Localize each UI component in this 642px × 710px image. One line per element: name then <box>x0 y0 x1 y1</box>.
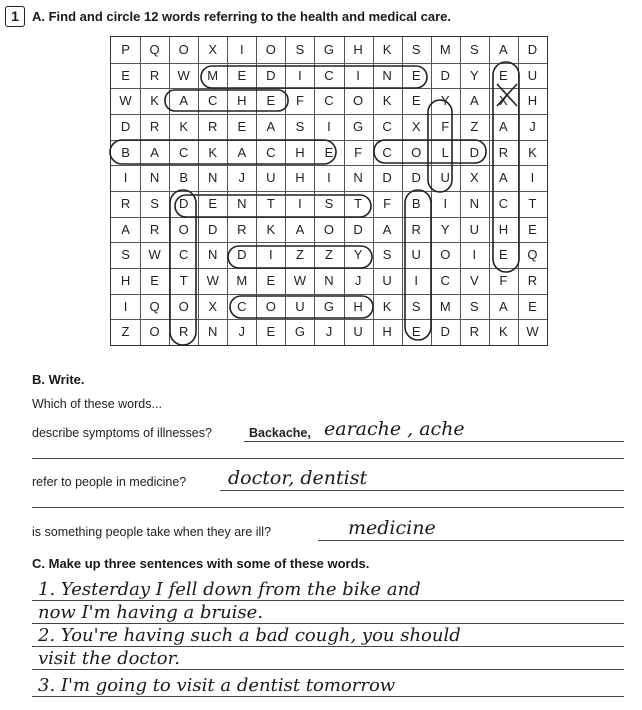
grid-letter: A <box>237 144 247 160</box>
grid-letter: D <box>237 247 247 263</box>
grid-letter: Z <box>325 247 333 263</box>
grid-letter: J <box>238 324 246 340</box>
grid-letter: D <box>382 170 392 186</box>
grid-letter: N <box>469 196 480 211</box>
grid-letter: Y <box>469 67 479 83</box>
grid-letter: H <box>237 93 247 109</box>
grid-letter: C <box>266 144 276 160</box>
grid-letter: S <box>295 119 305 134</box>
grid-letter: H <box>527 93 538 109</box>
grid-letter: A <box>121 221 130 237</box>
circle-backache <box>110 140 336 164</box>
sentence-line: visit the doctor. <box>38 648 180 669</box>
grid-letter: T <box>179 273 188 288</box>
grid-letter: R <box>527 273 538 288</box>
section-a-heading: A. Find and circle 12 words referring to the health and medical care. <box>32 9 452 24</box>
grid-letter: N <box>149 170 160 186</box>
grid-letter: J <box>325 324 333 340</box>
grid-letter: T <box>266 196 275 211</box>
grid-letter: C <box>178 247 189 263</box>
grid-letter: Z <box>470 119 479 134</box>
grid-letter: D <box>411 170 421 186</box>
grid-letter: K <box>382 298 392 314</box>
grid-letter: U <box>266 170 276 186</box>
grid-letter: R <box>178 324 189 340</box>
grid-letter: I <box>472 247 477 263</box>
grid-letter: K <box>179 119 188 134</box>
grid-letter: O <box>323 221 335 237</box>
question-take: is something people take when they are ill? <box>32 525 272 539</box>
grid-letter: E <box>266 324 276 340</box>
circle-flu <box>428 100 452 192</box>
grid-letter: U <box>411 247 421 263</box>
cross-mark <box>497 84 517 106</box>
grid-letter: Z <box>295 247 304 263</box>
grid-letter: Q <box>527 247 538 263</box>
section-c-heading: C. Make up three sentences with some of these words. <box>32 556 370 571</box>
grid-letter: U <box>469 221 480 237</box>
grid-letter: A <box>382 221 392 237</box>
grid-letter: J <box>354 273 362 288</box>
grid-letter: F <box>441 119 450 134</box>
grid-letter: I <box>327 170 331 186</box>
grid-letter: W <box>177 67 190 83</box>
grid-letter: A <box>266 119 276 134</box>
sentence-line: now I'm having a bruise. <box>38 602 264 623</box>
grid-letter: C <box>498 196 509 211</box>
grid-letter: D <box>469 144 480 160</box>
grid-letter: T <box>528 196 537 211</box>
grid-letter: O <box>353 93 364 109</box>
grid-letter: D <box>178 196 189 211</box>
grid-letter: D <box>440 324 450 340</box>
grid-letter: X <box>469 170 479 186</box>
grid-letter: M <box>439 42 451 57</box>
grid-letter: J <box>529 119 536 134</box>
grid-letter: R <box>469 324 480 340</box>
grid-letter: D <box>440 67 450 83</box>
grid-letter: C <box>382 119 392 134</box>
circle-ache <box>165 90 288 111</box>
answer-line <box>318 540 624 541</box>
handwritten-answer-symptoms: earache , ache <box>324 418 465 440</box>
grid-letter: Y <box>440 221 450 237</box>
grid-letter: C <box>324 67 334 83</box>
grid-letter: C <box>208 93 218 109</box>
grid-letter: E <box>411 324 421 340</box>
grid-letter: F <box>354 144 363 160</box>
grid-letter: N <box>324 273 334 288</box>
grid-letter: R <box>208 119 218 134</box>
grid-letter: I <box>123 298 128 314</box>
grid-letter: K <box>150 93 159 109</box>
grid-letter: E <box>237 67 247 83</box>
grid-letter: K <box>266 221 276 237</box>
grid-letter: K <box>382 93 392 109</box>
grid-letter: I <box>327 119 331 134</box>
grid-letter: H <box>353 298 363 314</box>
grid-letter: O <box>178 221 189 237</box>
grid-letter: R <box>149 119 160 134</box>
grid-letter: U <box>382 273 392 288</box>
grid-letter: B <box>179 170 188 186</box>
grid-letter: Y <box>353 247 363 263</box>
grid-letter: S <box>469 298 479 314</box>
grid-letter: E <box>237 119 247 134</box>
circle-bruise <box>405 190 431 340</box>
grid-letter: J <box>238 170 246 186</box>
grid-letter: S <box>121 247 130 263</box>
circle-doctor <box>170 190 196 345</box>
grid-letter: A <box>295 221 305 237</box>
grid-letter: W <box>293 273 307 288</box>
grid-letter: O <box>265 298 276 314</box>
grid-letter: O <box>178 298 189 314</box>
grid-letter: N <box>382 67 392 83</box>
grid-letter: F <box>499 273 508 288</box>
grid-letter: T <box>354 196 363 211</box>
question-people: refer to people in medicine? <box>32 475 187 489</box>
grid-letter: I <box>298 196 302 211</box>
grid-letter: R <box>149 221 160 237</box>
grid-letter: S <box>150 196 159 211</box>
grid-letter: K <box>528 144 537 160</box>
grid-letter: I <box>239 42 244 57</box>
grid-letter: K <box>499 324 508 340</box>
grid-letter: U <box>353 324 363 340</box>
grid-letter: E <box>499 247 508 263</box>
grid-letter: D <box>353 221 363 237</box>
writing-line <box>32 646 624 647</box>
grid-letter: U <box>440 170 450 186</box>
grid-letter: R <box>149 67 160 83</box>
grid-letter: E <box>121 67 130 83</box>
grid-letter: I <box>269 247 273 263</box>
grid-letter: A <box>179 93 188 109</box>
answer-line <box>32 458 624 459</box>
grid-letter: X <box>499 93 508 109</box>
answer-line <box>220 490 624 491</box>
grid-letter: C <box>237 298 247 314</box>
grid-letter: R <box>411 221 421 237</box>
grid-letter: D <box>527 42 538 57</box>
grid-letter: N <box>208 324 218 340</box>
sentence-line: 2. You're having such a bad cough, you should <box>38 625 461 646</box>
grid-letter: O <box>265 42 276 57</box>
grid-letter: X <box>411 119 421 134</box>
grid-letter: B <box>411 196 421 211</box>
circle-medicine <box>201 66 427 88</box>
grid-letter: S <box>469 42 479 57</box>
grid-letter: D <box>208 221 218 237</box>
question-symptoms: describe symptoms of illnesses? <box>32 426 212 440</box>
grid-letter: M <box>236 273 248 288</box>
grid-letter: H <box>120 273 131 288</box>
grid-letter: S <box>411 42 421 57</box>
grid-letter: H <box>353 42 363 57</box>
sentence-line: 3. I'm going to visit a dentist tomorrow <box>38 675 396 696</box>
grid-letter: Q <box>149 298 160 314</box>
sentence-line: 1. Yesterday I fell down from the bike and <box>38 579 421 600</box>
grid-letter: I <box>298 67 302 83</box>
grid-letter: E <box>266 273 276 288</box>
grid-letter: E <box>208 196 218 211</box>
grid-letter: A <box>499 298 508 314</box>
grid-letter: K <box>382 42 392 57</box>
writing-line <box>32 696 624 697</box>
grid-letter: A <box>499 42 508 57</box>
grid-letter: E <box>411 93 421 109</box>
grid-letter: E <box>499 67 508 83</box>
grid-letter: W <box>526 324 539 340</box>
grid-letter: I <box>443 196 448 211</box>
grid-letter: N <box>237 196 247 211</box>
grid-letter: E <box>528 298 537 314</box>
grid-letter: S <box>411 298 421 314</box>
writing-line <box>32 600 624 601</box>
printed-answer-backache: Backache, <box>249 426 311 440</box>
grid-letter: F <box>295 93 304 109</box>
grid-letter: I <box>414 273 418 288</box>
grid-letter: E <box>324 144 334 160</box>
grid-letter: W <box>119 93 132 109</box>
grid-letter: A <box>150 144 159 160</box>
grid-letter: A <box>499 170 508 186</box>
grid-letter: E <box>266 93 276 109</box>
grid-letter: B <box>121 144 130 160</box>
handwritten-answer-people: doctor, dentist <box>228 467 368 489</box>
grid-letter: N <box>353 170 363 186</box>
grid-letter: C <box>178 144 189 160</box>
grid-letter: O <box>411 144 422 160</box>
grid-letter: E <box>528 221 537 237</box>
writing-line <box>32 623 624 624</box>
grid-letter: N <box>208 170 218 186</box>
circle-cold <box>374 140 486 163</box>
grid-letter: R <box>498 144 509 160</box>
grid-letter: F <box>383 196 392 211</box>
grid-letter: S <box>295 42 305 57</box>
grid-letter: S <box>382 247 392 263</box>
grid-letter: W <box>206 273 219 288</box>
grid-letter: K <box>208 144 218 160</box>
grid-letter: I <box>530 170 535 186</box>
answer-line <box>32 507 624 508</box>
grid-letter: O <box>440 247 451 263</box>
grid-letter: V <box>469 273 479 288</box>
grid-letter: L <box>441 144 449 160</box>
grid-letter: S <box>324 196 334 211</box>
grid-letter: C <box>324 93 334 109</box>
grid-letter: G <box>323 42 335 57</box>
grid-letter: P <box>121 42 130 57</box>
answer-line <box>244 441 624 442</box>
grid-letter: C <box>440 273 450 288</box>
exercise-number: 1 <box>5 6 25 27</box>
grid-letter: A <box>499 119 508 134</box>
grid-letter: G <box>294 324 305 340</box>
grid-letter: I <box>356 67 360 83</box>
grid-letter: I <box>123 170 128 186</box>
grid-letter: G <box>353 119 364 134</box>
grid-letter: M <box>207 67 219 83</box>
grid-letter: R <box>120 196 131 211</box>
grid-letter: D <box>266 67 276 83</box>
grid-letter: D <box>120 119 131 134</box>
grid-letter: Y <box>440 93 450 109</box>
grid-letter: G <box>323 298 335 314</box>
grid-letter: M <box>439 298 451 314</box>
grid-letter: X <box>208 298 218 314</box>
grid-letter: N <box>208 247 218 263</box>
grid-letter: O <box>149 324 160 340</box>
writing-line <box>32 669 624 670</box>
grid-letter: W <box>148 247 161 263</box>
grid-letter: Q <box>149 42 160 57</box>
grid-letter: U <box>295 298 305 314</box>
circle-dizzy <box>228 246 372 268</box>
grid-letter: A <box>469 93 479 109</box>
circle-dentist <box>175 195 371 217</box>
handwritten-answer-take: medicine <box>348 517 436 539</box>
grid-letter: X <box>208 42 218 57</box>
grid-letter: E <box>411 67 421 83</box>
grid-letter: H <box>295 144 305 160</box>
grid-letter: R <box>237 221 247 237</box>
grid-letter: O <box>178 42 189 57</box>
grid-letter: H <box>498 221 509 237</box>
grid-letter: U <box>527 67 538 83</box>
grid-letter: C <box>382 144 392 160</box>
grid-letter: H <box>295 170 305 186</box>
circle-cough <box>230 296 373 318</box>
grid-letter: E <box>150 273 159 288</box>
section-b-intro: Which of these words... <box>32 397 162 411</box>
section-b-heading: B. Write. <box>32 372 85 387</box>
grid-letter: Z <box>121 324 130 340</box>
grid-letter: H <box>382 324 392 340</box>
